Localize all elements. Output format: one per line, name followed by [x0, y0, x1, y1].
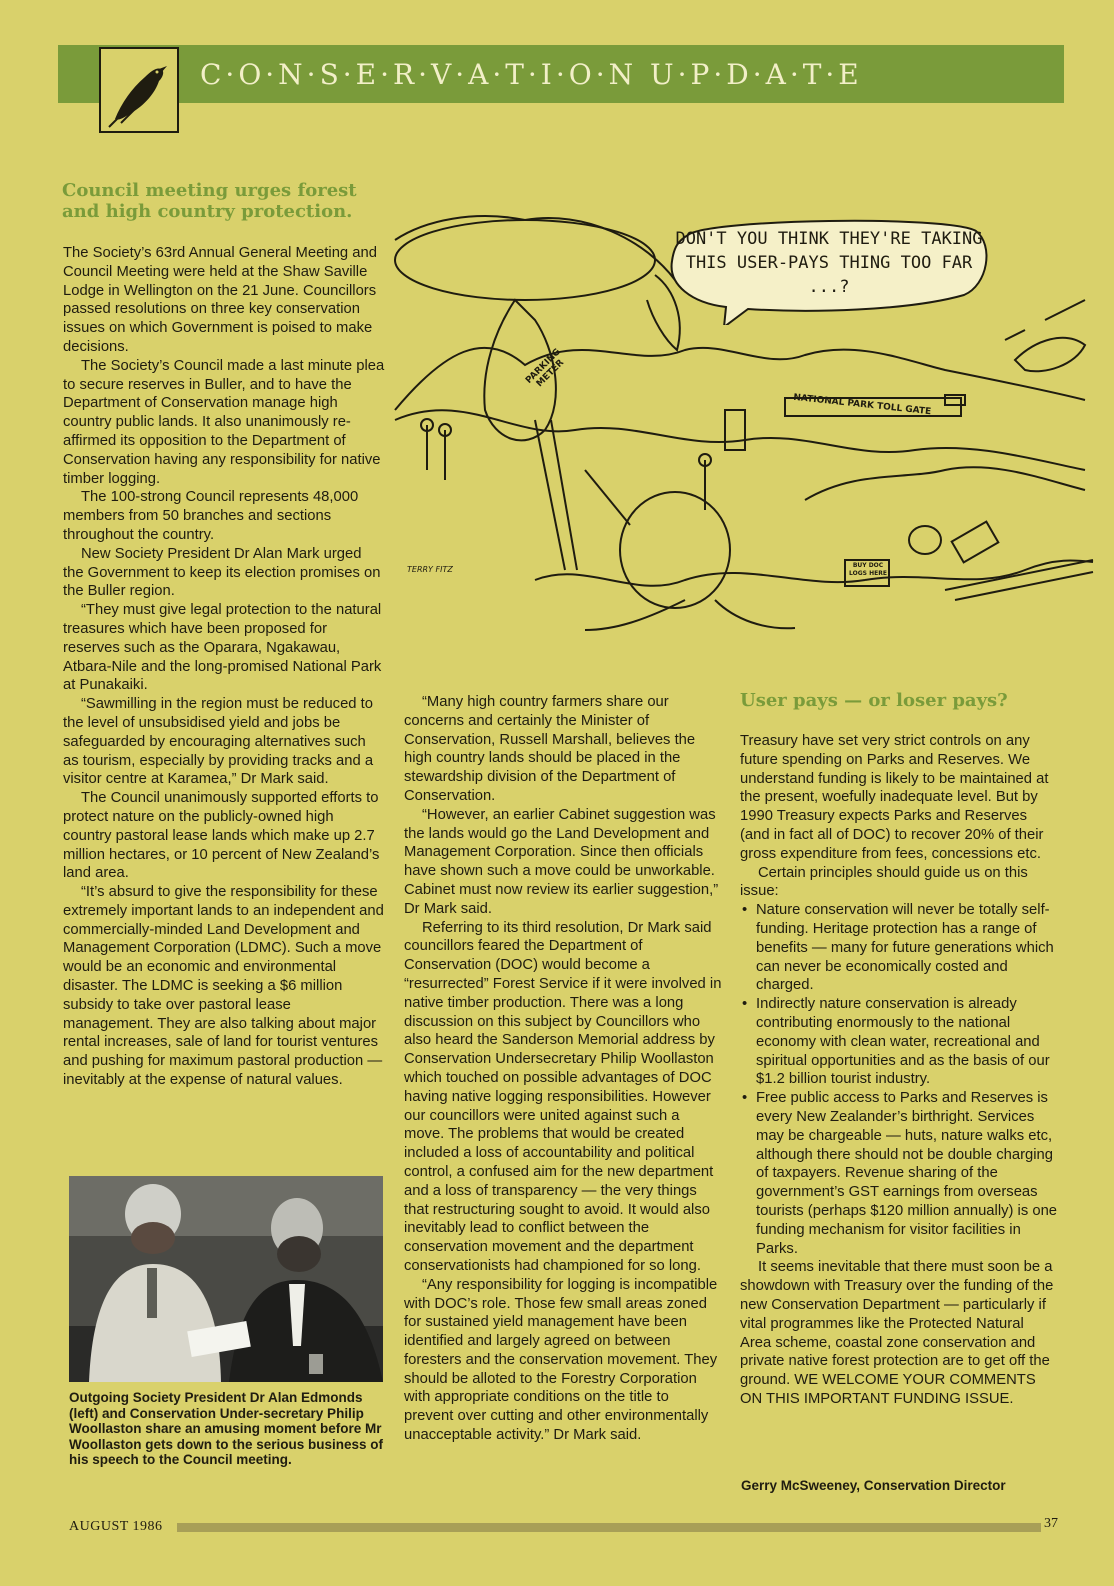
paragraph: The Society’s 63rd Annual General Meeting and Council Meeting were held at the Shaw Saville Lodge in Wellington on the 21 June. Councillors passed resolutions on three key conservation issues on which Government is poised to make decisions. [63, 245, 377, 355]
bird-logo [99, 47, 179, 133]
artist-signature: TERRY FITZ [407, 565, 453, 574]
council-photo [69, 1176, 383, 1382]
user-pays-column [740, 732, 1058, 1409]
user-pays-headline: User pays — or loser pays? [740, 690, 1008, 711]
list-item: • Free public access to Parks and Reserves is every New Zealander’s birthright. Services may be chargeable — huts, nature walks etc, although there should not be double charging of taxpayers. Revenue sharing of the government’s GST earnings from overseas tourists (perhaps $120 million annually) is one funding mechanism for visitor facilities in Parks. [740, 1089, 1058, 1258]
issue-date: AUGUST 1986 [69, 1519, 163, 1534]
speech-bubble [668, 215, 990, 315]
paragraph: New Society President Dr Alan Mark urged the Government to keep its election promises on the Buller region. [63, 545, 381, 600]
photo-caption: Outgoing Society President Dr Alan Edmonds (left) and Conservation Under-secretary Philip Woollaston share an amusing moment before Mr Woollaston gets down to the serious business of his speech to the Council meeting. [69, 1390, 384, 1468]
paragraph: Treasury have set very strict controls on any future spending on Parks and Reserves. We understand funding is likely to be maintained at the present, woefully inadequate level. But by 1990 Treasury expects Parks and Reserves (and in fact all of DOC) to recover 20% of their gross expenditure from fees, concessions etc. [740, 733, 1049, 862]
paragraph: It seems inevitable that there must soon be a showdown with Treasury over the funding of the new Conservation Department — particularly if vital programmes like the Protected Natural Area scheme, coastal zone conservation and private native forest protection are to get off the ground. WE WELCOME YOUR COMMENTS ON THIS IMPORTANT FUNDING ISSUE. [740, 1259, 1054, 1407]
parking-meter-label: PARKING METER [524, 347, 567, 390]
article-column-2 [404, 693, 722, 1445]
doc-logs-sign: BUY DOC LOGS HERE [849, 562, 887, 577]
article-headline: Council meeting urges forest and high country protection. [62, 180, 357, 222]
paragraph: The Council unanimously supported efforts to protect nature on the publicly-owned high country pastoral lease lands which make up 2.7 million hectares, or 10 percent of New Zealand’s land area. [63, 790, 380, 882]
toll-gate-sign: NATIONAL PARK TOLL GATE [792, 392, 932, 418]
author-signature: Gerry McSweeney, Conservation Director [741, 1478, 1006, 1493]
footer-rule [177, 1523, 1041, 1532]
paragraph: The Society’s Council made a last minute plea to secure reserves in Buller, and to have the Department of Conservation manage high country public lands. It also unanimously re-affirmed its opposition to the Department of Conservation having any responsibility for native timber logging. [63, 357, 385, 487]
paragraph: The 100-strong Council represents 48,000 members from 50 branches and sections throughout the country. [63, 489, 359, 543]
article-column-1 [63, 244, 385, 1090]
banner-title: C·O·N·S·E·R·V·A·T·I·O·N U·P·D·A·T·E [200, 58, 863, 91]
paragraph: “However, an earlier Cabinet suggestion was the lands would go the Land Development and Management Corporation. Since then officials have shown such a move could be unworkable. Cabinet must now review its earlier suggestion,” Dr Mark said. [404, 806, 719, 917]
paragraph: “They must give legal protection to the natural treasures which have been proposed for reserves such as the Oparara, Ngakawau, Atbara-Nile and the long-promised National Park at Punakaiki. [63, 602, 382, 694]
paragraph: “Sawmilling in the region must be reduced to the level of unsubsidised yield and jobs be safeguarded by encouraging alternatives such as tourism, especially by providing tracks and a visitor centre at Karamea,” Dr Mark said. [63, 696, 374, 788]
speech-text: DON'T YOU THINK THEY'RE TAKING THIS USER-PAYS THING TOO FAR ...? [675, 229, 983, 297]
paragraph: Certain principles should guide us on this issue: [740, 864, 1028, 900]
paragraph: “It’s absurd to give the responsibility for these extremely important lands to an independent and commercially-minded Land Development and Management Corporation (LDMC). Such a move would be an economic and environmental disaster. The LDMC is seeking a $6 million subsidy to take over pastoral lease management. They are also talking about major rental increases, sale of land for tourist ventures and pushing for maximum pastoral production — inevitably at the expense of natural values. [63, 884, 384, 1089]
paragraph: “Any responsibility for logging is incompatible with DOC’s role. Those few small areas zoned for sustained yield management have been identified and largely agreed on between foresters and the conservation movement. They should be alloted to the Forestry Corporation with appropriate conditions on the title to prevent over cutting and other environmentally unacceptable activity.” Dr Mark said. [404, 1276, 718, 1444]
paragraph: Referring to its third resolution, Dr Mark said councillors feared the Department of Conservation (DOC) would become a “resurrected” Forest Service if it were involved in native timber production. There was a long discussion on this subject by Councillors who also heard the Sanderson Memorial address by Conservation Undersecretary Philip Woollaston which touched on possible advantages of DOC having native logging responsibilities. However our councillors were united against such a move. The problems that would be created included a loss of accountability and political control, a confused aim for the new department and a loss of transparency — the very things that restructuring sought to avoid. It would also inevitably lead to conflict between the conservation movement and the department conservationists had championed for so long. [404, 919, 722, 1274]
paragraph: “Many high country farmers share our concerns and certainly the Minister of Conservation, Russell Marshall, believes the high country lands should be placed in the stewardship division of the Department of Conservation. [404, 694, 696, 804]
principles-list [740, 901, 1058, 1258]
list-item: • Nature conservation will never be totally self-funding. Heritage protection has a range of benefits — many for future generations which can never be economically costed and charged. [740, 901, 1058, 995]
page-number: 37 [1044, 1516, 1058, 1531]
list-item: • Indirectly nature conservation is already contributing enormously to the national economy with clean water, recreational and spiritual opportunities and as the basis of our $1.2 billion tourist industry. [740, 995, 1058, 1089]
